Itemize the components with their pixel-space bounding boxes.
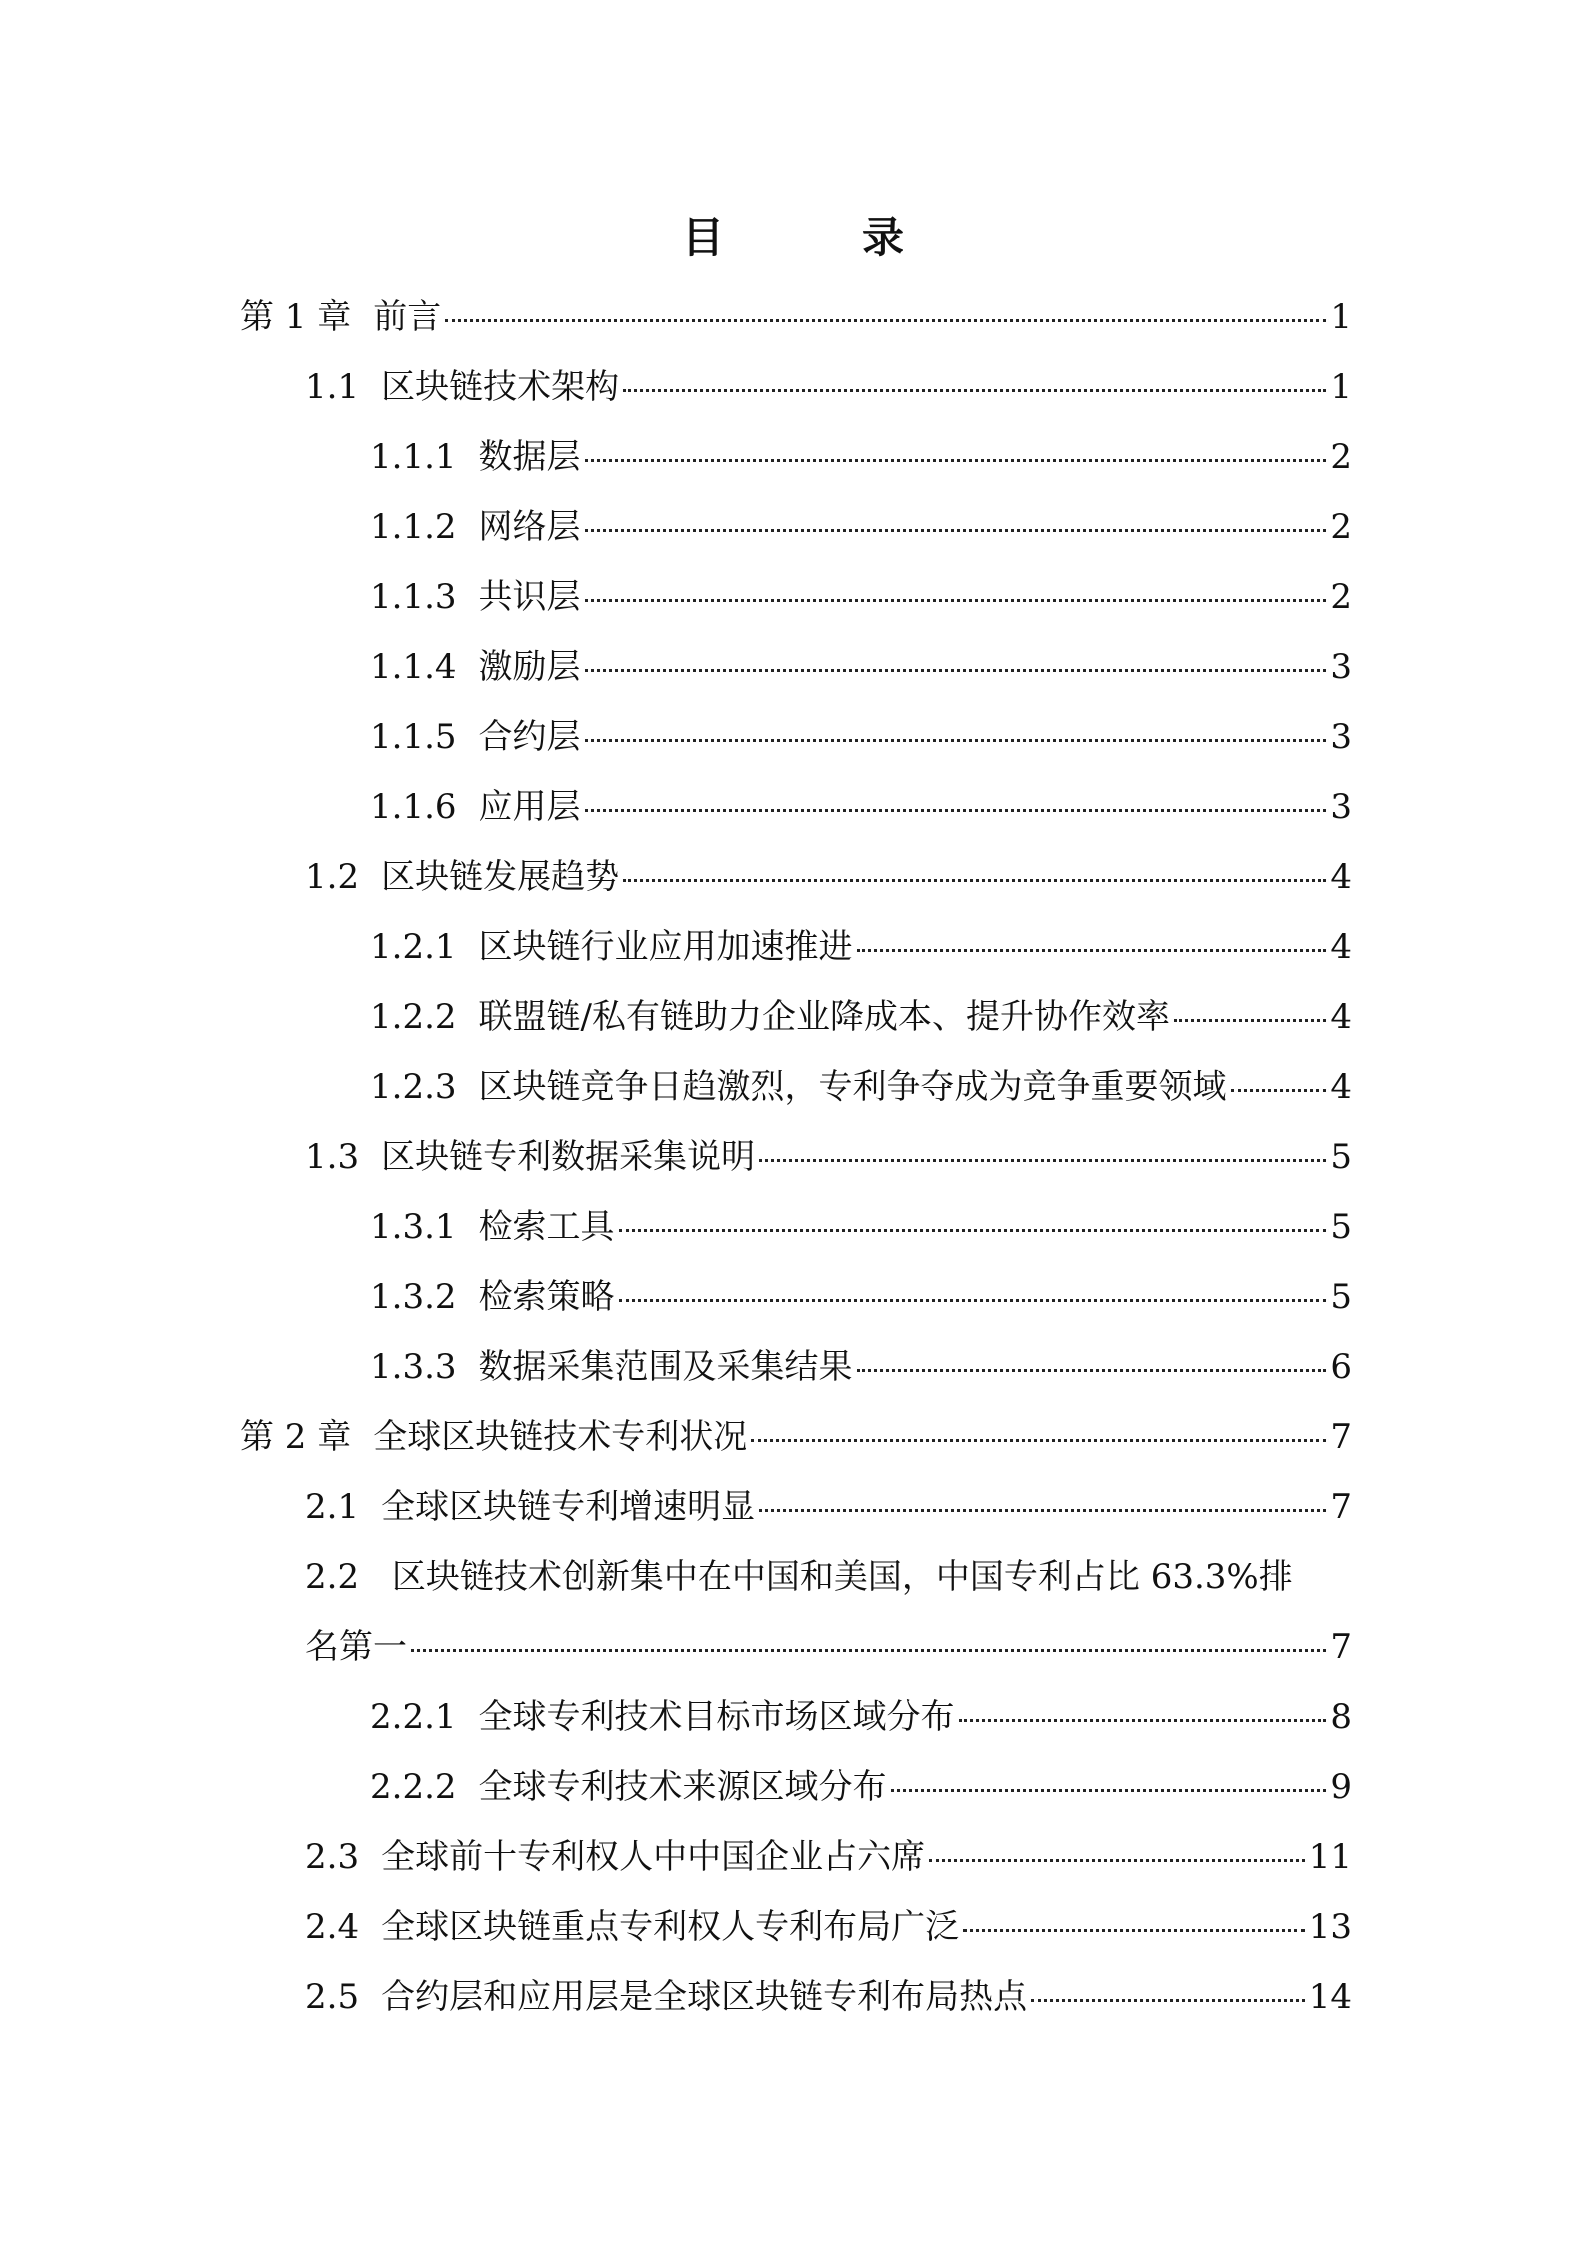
toc-entry-number: 第 2 章 <box>240 1417 352 1457</box>
toc-page-number: 4 <box>1330 927 1352 967</box>
toc-entry-1-2-3[interactable] <box>370 1062 1352 1112</box>
toc-entry-text: 区块链竞争日趋激烈，专利争夺成为竞争重要领域 <box>478 1067 1227 1107</box>
toc-leader-dots <box>623 389 1326 392</box>
toc-page-number: 13 <box>1308 1907 1352 1947</box>
toc-entry-number: 2.3 <box>305 1837 360 1877</box>
toc-leader-dots <box>623 879 1326 882</box>
toc-entry-text: 合约层 <box>478 717 581 757</box>
toc-entry-text: 应用层 <box>478 787 581 827</box>
toc-entry-text: 检索工具 <box>478 1207 615 1247</box>
toc-entry-2-5[interactable] <box>305 1972 1352 2022</box>
toc-entry-text: 全球区块链专利增速明显 <box>381 1487 756 1527</box>
toc-entry-2-2-continuation[interactable] <box>305 1622 1352 1672</box>
toc-leader-dots <box>585 809 1327 812</box>
toc-entry-text: 联盟链/私有链助力企业降成本、提升协作效率 <box>478 997 1170 1037</box>
toc-leader-dots <box>1174 1019 1326 1022</box>
toc-entry-number: 2.2 <box>305 1557 360 1597</box>
toc-entry-text: 全球专利技术来源区域分布 <box>478 1767 887 1807</box>
toc-leader-dots <box>585 459 1327 462</box>
toc-entry-1-3[interactable] <box>305 1132 1352 1182</box>
toc-entry-text: 共识层 <box>478 577 581 617</box>
toc-leader-dots <box>1031 1999 1305 2002</box>
toc-entry-1-3-2[interactable] <box>370 1272 1352 1322</box>
toc-entry-2-4[interactable] <box>305 1902 1352 1952</box>
toc-entry-number: 1.1.2 <box>370 507 457 547</box>
toc-entry-text: 区块链专利数据采集说明 <box>381 1137 756 1177</box>
toc-entry-number: 1.2.2 <box>370 997 457 1037</box>
toc-entry-2-2-1[interactable] <box>370 1692 1352 1742</box>
toc-page-number: 1 <box>1330 297 1352 337</box>
toc-page-number: 5 <box>1330 1137 1352 1177</box>
toc-page-number: 1 <box>1330 367 1352 407</box>
toc-entry-number: 第 1 章 <box>240 297 352 337</box>
toc-leader-dots <box>759 1509 1326 1512</box>
toc-entry-number: 2.2.1 <box>370 1697 457 1737</box>
toc-entry-2-2[interactable] <box>305 1552 1293 1602</box>
toc-entry-1-1-2[interactable] <box>370 502 1352 552</box>
toc-page-number: 7 <box>1330 1487 1352 1527</box>
toc-title: 目 录 <box>681 213 952 262</box>
toc-entry-1-1-1[interactable] <box>370 432 1352 482</box>
toc-entry-1-2-1[interactable] <box>370 922 1352 972</box>
toc-entry-text: 区块链行业应用加速推进 <box>478 927 853 967</box>
toc-page-number: 3 <box>1330 717 1352 757</box>
toc-entry-2-1[interactable] <box>305 1482 1352 1532</box>
toc-entry-number: 2.5 <box>305 1977 360 2017</box>
toc-page-number: 14 <box>1308 1977 1352 2017</box>
toc-leader-dots <box>619 1229 1327 1232</box>
toc-leader-dots <box>857 949 1327 952</box>
toc-entry-number: 1.1.4 <box>370 647 457 687</box>
toc-entry-text: 网络层 <box>478 507 581 547</box>
toc-leader-dots <box>891 1789 1327 1792</box>
toc-entry-text: 全球前十专利权人中中国企业占六席 <box>381 1837 926 1877</box>
toc-page-number: 4 <box>1330 1067 1352 1107</box>
toc-entry-text: 激励层 <box>478 647 581 687</box>
toc-page-number: 3 <box>1330 647 1352 687</box>
toc-leader-dots <box>1231 1089 1327 1092</box>
toc-entry-text: 全球区块链重点专利权人专利布局广泛 <box>381 1907 960 1947</box>
toc-page-number: 7 <box>1330 1417 1352 1457</box>
toc-entry-1-1-5[interactable] <box>370 712 1352 762</box>
toc-entry-number: 1.3.3 <box>370 1347 457 1387</box>
toc-entry-text: 前言 <box>373 297 442 337</box>
toc-leader-dots <box>759 1159 1326 1162</box>
toc-page-number: 9 <box>1330 1767 1352 1807</box>
toc-leader-dots <box>585 599 1327 602</box>
toc-page-number: 3 <box>1330 787 1352 827</box>
toc-entry-text: 区块链技术架构 <box>381 367 620 407</box>
toc-entry-1-3-3[interactable] <box>370 1342 1352 1392</box>
toc-entry-text: 检索策略 <box>478 1277 615 1317</box>
toc-entry-text: 合约层和应用层是全球区块链专利布局热点 <box>381 1977 1028 2017</box>
toc-page-number: 5 <box>1330 1207 1352 1247</box>
toc-entry-number: 1.1.3 <box>370 577 457 617</box>
toc-page-number: 4 <box>1330 857 1352 897</box>
toc-entry-number: 2.1 <box>305 1487 360 1527</box>
toc-leader-dots <box>751 1439 1326 1442</box>
toc-page-number: 2 <box>1330 577 1352 617</box>
toc-leader-dots <box>411 1649 1326 1652</box>
toc-entry-text: 全球区块链技术专利状况 <box>373 1417 748 1457</box>
toc-page-number: 7 <box>1330 1627 1352 1667</box>
toc-entry-2-3[interactable] <box>305 1832 1352 1882</box>
toc-leader-dots <box>959 1719 1327 1722</box>
toc-leader-dots <box>963 1929 1305 1932</box>
toc-entry-1-1-3[interactable] <box>370 572 1352 622</box>
toc-entry-number: 1.2 <box>305 857 360 897</box>
toc-entry-number: 1.1.6 <box>370 787 457 827</box>
toc-entry-text: 区块链发展趋势 <box>381 857 620 897</box>
toc-page-number: 11 <box>1308 1837 1352 1877</box>
toc-entry-number: 1.3.2 <box>370 1277 457 1317</box>
toc-entry-text: 数据采集范围及采集结果 <box>478 1347 853 1387</box>
toc-entry-text: 数据层 <box>478 437 581 477</box>
toc-entry-ch1[interactable] <box>240 292 1352 342</box>
toc-page-number: 4 <box>1330 997 1352 1037</box>
toc-entry-1-1-6[interactable] <box>370 782 1352 832</box>
toc-entry-text: 全球专利技术目标市场区域分布 <box>478 1697 955 1737</box>
toc-leader-dots <box>857 1369 1327 1372</box>
toc-entry-number: 1.2.1 <box>370 927 457 967</box>
toc-page-number: 2 <box>1330 507 1352 547</box>
toc-page-number: 8 <box>1330 1697 1352 1737</box>
toc-page-number: 5 <box>1330 1277 1352 1317</box>
toc-entry-1-1-4[interactable] <box>370 642 1352 692</box>
toc-entry-number: 1.1.5 <box>370 717 457 757</box>
toc-entry-number: 1.2.3 <box>370 1067 457 1107</box>
toc-entry-number: 1.1.1 <box>370 437 457 477</box>
toc-leader-dots <box>929 1859 1305 1862</box>
toc-leader-dots <box>585 669 1327 672</box>
toc-page-number: 6 <box>1330 1347 1352 1387</box>
toc-leader-dots <box>619 1299 1327 1302</box>
toc-entry-1-2-2[interactable] <box>370 992 1352 1042</box>
toc-page-number: 2 <box>1330 437 1352 477</box>
toc-entry-text-continuation: 名第一 <box>305 1627 407 1667</box>
toc-entry-1-3-1[interactable] <box>370 1202 1352 1252</box>
toc-entry-2-2-2[interactable] <box>370 1762 1352 1812</box>
toc-entry-text: 区块链技术创新集中在中国和美国，中国专利占比 63.3%排 <box>391 1557 1293 1597</box>
toc-leader-dots <box>445 319 1326 322</box>
toc-entry-1-1[interactable] <box>305 362 1352 412</box>
toc-entry-number: 1.3.1 <box>370 1207 457 1247</box>
toc-entry-number: 1.3 <box>305 1137 360 1177</box>
toc-leader-dots <box>585 529 1327 532</box>
toc-entry-number: 2.2.2 <box>370 1767 457 1807</box>
toc-entry-ch2[interactable] <box>240 1412 1352 1462</box>
toc-entry-number: 1.1 <box>305 367 360 407</box>
toc-entry-number: 2.4 <box>305 1907 360 1947</box>
toc-entry-1-2[interactable] <box>305 852 1352 902</box>
toc-leader-dots <box>585 739 1327 742</box>
